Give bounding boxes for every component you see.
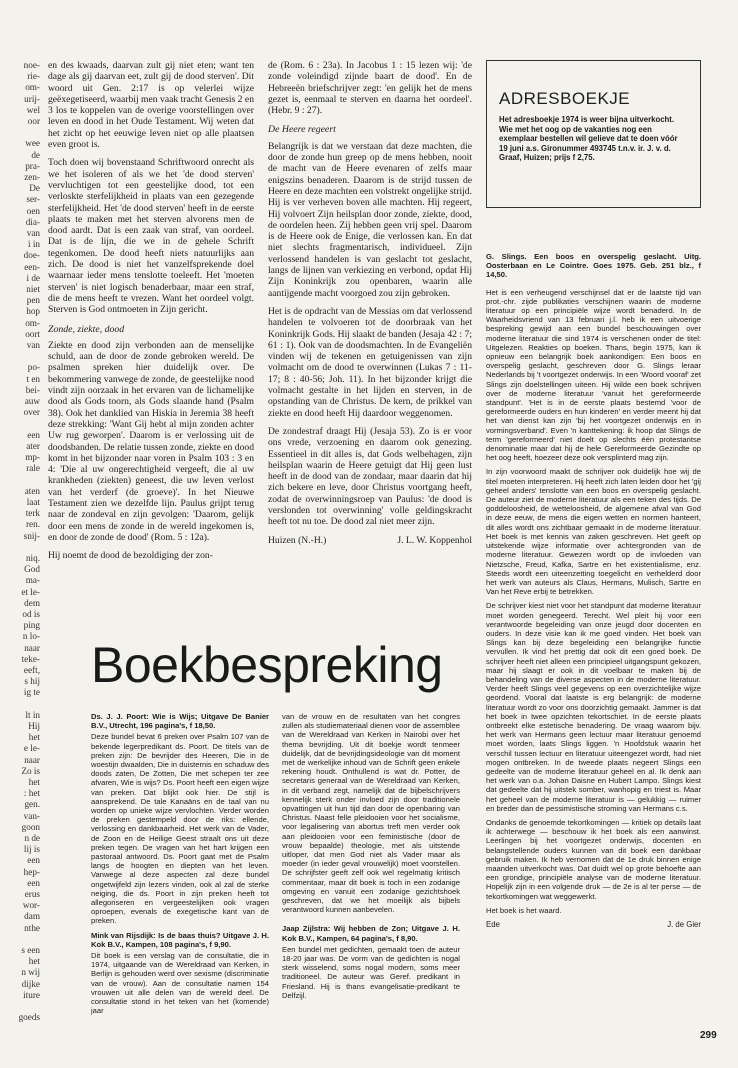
gutter-line: van — [26, 228, 40, 239]
signature-author: J. de Gier — [667, 920, 701, 930]
gutter-line: s een — [21, 945, 40, 956]
gutter-line: eeft, — [23, 664, 40, 675]
gutter-line: zen- — [24, 172, 40, 183]
gutter-line: noe- — [23, 60, 40, 70]
gutter-line: dam — [24, 911, 40, 922]
gutter-line: niq. — [25, 552, 40, 563]
review-text: Ondanks de genoemde tekortkomingen — kritiek op details laat ik achterwege — beschouw ik het boek als een aanwinst. Leerlingen bij het voortgezet onderwijs, docenten en belangstellende ouders kunnen van dit boek een dankbaar gebruik maken. Ik heb vernomen dat de 1e druk binnen enige maanden uitverkocht was. Dat duidt wel op grote behoefte aan een grondige, principiële analyse van de moderne literatuur. Hopelijk zijn in een volgende druk — de 2e is al ter perse — de tekortkomingen wat weggewerkt. — [486, 817, 701, 901]
review-heading: G. Slings. Een boos en overspelig geslacht. Uitg. Oosterbaan en Le Cointre. Goes 1975. Geb. 251 blz., f 14,50. — [486, 252, 701, 280]
gutter-line: het — [28, 732, 40, 743]
review-heading: Ds. J. J. Poort: Wie is Wijs; Uitgave De Banier B.V., Utrecht, 196 pagina's, f 18,50. — [91, 712, 269, 731]
gutter-line: et le- — [21, 586, 40, 597]
review-text: Deze bundel bevat 6 preken over Psalm 107 van de bekende legerpredikant ds. Poort. De titels van de preken zijn: De bevrijder des Heeren, Die in de woestijn dwaalden, Die in duisternis en schaduw des doods zaten, De Zotten, Die met schepen ter zee afvaren, Wie is wijs? Ds. Poort heeft een eigen wijze van preken. Dat blijkt ook hier. De stijl is aansprekend. De tale Kanaäns en de taal van nu worden op unieke wijze vervlochten. Verder worden de preken gestempeld door de riks: ellende, verlossing en dankbaarheid. Het werk van de Vader, de Zoon en de Heilige Geest straalt ons uit deze preken tegen. De vragen van het hart krijgen een pastoraal antwoord. Ds. Poort gaat met de Psalm langs de hoogten en diepten van het leven. Vanwege al deze aspecten zal deze bundel ongetwijfeld zijn lezers vinden, ook al zal de sterke neiging, die ds. Poort in zijn preken heeft tot allegoriseren en vergeestelijken ook vragen oproepen, evenals de exegetische kant van de preken. — [91, 732, 269, 926]
gutter-line — [0, 351, 40, 362]
gutter-line: n de — [24, 833, 40, 844]
subheading: De Heere regeert — [268, 124, 336, 136]
gutter-line: een — [27, 877, 40, 888]
gutter-line: t en — [26, 373, 40, 384]
gutter-line: laat — [26, 496, 40, 507]
gutter-line: urij- — [24, 93, 40, 104]
gutter-line: n lo- — [22, 631, 40, 642]
gutter-line — [0, 1001, 40, 1012]
gutter-line: dem — [24, 597, 40, 608]
gutter-line: : het — [23, 788, 40, 799]
gutter-line: hop — [26, 306, 40, 317]
gutter-line: e le- — [23, 743, 40, 754]
gutter-line — [0, 475, 40, 486]
gutter-line: God — [24, 564, 40, 575]
gutter-line: terk — [25, 508, 40, 519]
adresboekje-notice — [486, 60, 701, 208]
gutter-line: oor — [27, 116, 40, 127]
gutter-line: het — [28, 777, 40, 787]
gutter-line: ma- — [25, 575, 40, 586]
gutter-line: de — [31, 149, 40, 160]
gutter-line: teke- — [21, 653, 40, 664]
gutter-line: oen — [26, 205, 40, 216]
gutter-line: over — [23, 407, 40, 418]
gutter-line: De — [29, 183, 40, 194]
gutter-line: gen. — [24, 799, 40, 810]
gutter-line: naar — [24, 642, 40, 653]
gutter-line: oort — [25, 328, 40, 339]
review-text: Het is een verheugend verschijnsel dat er de laatste tijd van prot.-chr. zijde publikaties verschijnen waarin de moderne literatuur op een principiële wijze wordt benaderd. In de Waarheidsvriend van 13 februari j.l. heb ik een uitvoerige bespreking gewijd aan een bundel beschouwingen over moderne literatuur die sind 1974 is verschenen onder de titel: Uitgelezen. Reakties op boeken. Thans, begin 1975, kan ik opnieuw een belangrijk boek aankondigen: Een boos en overspelig geslacht, geschreven door G. Slings leraar Nederlands bij 't voortgezet onderwijs. In een 'Woord vooraf' zet Slings zijn doelstellingen uiteen. Hij wilde een boek schrijven over de moderne literatuur 'vanuit het gereformeerde standpunt'. 'Het is in de eerste plaats bestemd 'voor de gereformeerde ouders en hun kinderen' en verder meent hij dat het van dienst kan zijn 'bij het voortgezet onderwijs en in vormingsverband'. Even 'n kanttekening: ik hoop dat Slings de term 'gereformeerd' niet doelt op slechts één protestantse denominatie maar dat hij de hele Gereformeerde Gezindte op het oog heeft, hoezeer deze ook versplinterd mag zijn. — [486, 287, 701, 463]
review-column-left — [91, 712, 269, 1052]
gutter-line: po- — [27, 362, 40, 373]
gutter-line: ater — [26, 440, 40, 451]
notice-text: Het adresboekje 1974 is weer bijna uitverkocht. Wie met het oog op de vakanties nog een exemplaar bestellen wil gelieve dat te doen vóór 19 juni a.s. Gironummer 493745 t.n.v. ir. J. v. d. Graaf, Huizen; prijs f 2,75. — [499, 115, 678, 163]
gutter-line: naar — [24, 754, 40, 765]
gutter-line: lt in — [25, 709, 40, 720]
gutter-line: dijke — [21, 978, 40, 989]
gutter-line: het — [28, 956, 40, 967]
review-signature — [486, 920, 701, 929]
gutter-line: ser- — [26, 194, 40, 205]
signature-place: Huizen (N.-H.) — [268, 534, 327, 546]
gutter-line: snij- — [23, 530, 40, 541]
paragraph: en des kwaads, daarvan zult gij niet eten; want ten dage als gij daarvan eet, zult gij de dood sterven'. Dit woord uit Gen. 2:17 is op velerlei wijze geëxegetiseerd, waarbij men vaak tracht Genesis 2 en 3 los te koppelen van de overige voorstellingen over leven en dood in het Oude Testament. Wij weten dat het zicht op het eeuwige leven niet op alle plaatsen even groot is. — [48, 60, 254, 151]
review-text: van de vrouw en de resultaten van het congres zullen als studiemateriaal dienen voor de assemblee van de Wereldraad van Kerken in Nairobi over het thema bevrijding. Uit dit boekje wordt tenmeer duidelijk, dat de bevrijdingsideologie van dit moment met de werkelijke inhoud van de Schrift geen enkele rekening houdt. Onthullend is wat dr. Potter, de secretaris generaal van de Wereldraad van Kerken, in dit verband zegt, namelijk dat de bijbelschrijvers kennelijk sterk onder invloed zijn door traditionele opvattingen uit hun tijd dan door de openbaring van Christus. Naast felle pleidooien voor het socialisme, voor legalisering van abortus treft men verder ook aan pleidooien voor een feministische (door de vrouw bepaalde) theologie, met als uitstende uitloper, dat men God niet als Vader maar als moeder (in ieder geval vrouwelijk) moet voorstellen. De schrijfster geeft zelf ook wel regelmatig kritisch commentaar, maar dit boek is toch in een zodanige omgeving en vanuit een zodanige gezichtshoek geschreven, dat we het moeilijk als bijbels verantwoord kunnen aanbevelen. — [282, 712, 460, 915]
gutter-line: goeds — [18, 1012, 40, 1023]
gutter-line: auw — [24, 396, 40, 407]
article-column-2 — [268, 60, 472, 625]
gutter-line: bei- — [25, 384, 40, 395]
gutter-line: mp- — [25, 452, 40, 463]
review-text: De schrijver kiest niet voor het standpunt dat moderne literatuur moet worden genegeerd. Terecht. Wel pleit hij voor een verantwoorde begeleiding van onze jeugd door docenten en ouders. In deze visie kan ik me goed vinden. Het boek van Slings kan bij deze begeleiding een belangrijke functie vervullen. Ik vind het prettig dat ook dit een goed boek. De schrijver heeft niet alleen een principieel uitgangspunt gekozen, maar hij slaagt er ook in dit voelbaar te maken bij de behandeling van de diverse aspecten in de moderne literatuur. Verder heeft Slings veel gegevens op een overzichtelijke wijze geordend. Vooral dat laatste is erg belangrijk: de moderne literatuur wordt zo voor ons doorzichtig gemaakt. Jammer is dat het boek in twee opzichten tekortschiet. In de eerste plaats ontbreekt elke estetische benadering. De vraag waarom bijv. het werk van Hermans geen lectuur maar literatuur genoemd moet worden, laats Slings liggen. 'n Hoofdstuk waarin het verschil tussen lectuur en literatuur uiteengezet wordt, had niet mogen ontbreken. In de tweede plaats negeert Slings een gedeelte van de moderne literatuur geheel en al. Ik denk aan het werk van o.a. Johan Daisne en Hubert Lampo. Slings kiest dat gedeelte dat hij uitstek somber, wanhopig en triest is. Maar het geheel van de moderne literatuur is — gelukkig — ruimer en breder dan de pessimistische stroming van Hermans c.s. — [486, 601, 701, 813]
gutter-line: wor- — [22, 900, 40, 911]
gutter-line: pen — [26, 295, 40, 306]
subheading: Zonde, ziekte, dood — [48, 323, 125, 335]
gutter-line: nthe — [24, 922, 40, 933]
gutter-line: Zo is — [21, 765, 40, 776]
gutter-line: aten — [24, 485, 40, 496]
review-column-right — [486, 252, 701, 1024]
review-text: Het boek is het waard. — [486, 905, 562, 915]
paragraph: de (Rom. 6 : 23a). In Jacobus 1 : 15 lezen wij: 'de zonde voleindigd zijnde baart de dood'. En de Hebreeën briefschrijver zegt: 'en gelijk het de mens gezet is, eenmaal te sterven en daarna het oordeel'. (Hebr. 9 : 27). — [268, 60, 472, 117]
gutter-line: een — [27, 855, 40, 866]
gutter-line: Hij — [28, 720, 40, 731]
gutter-line: om- — [25, 317, 40, 328]
gutter-line: iture — [23, 989, 40, 1000]
review-text: Dit boek is een verslag van de consultatie, die in 1974, uitgaande van de Wereldraad van Kerken, in Berlijn is gehouden werd over sexisme (discriminatie van de vrouw). Aan de consultatie namen 154 vrouwen uit alle delen van de wereld deel. De consultatie stond in het teken van het (komende) jaar — [91, 951, 269, 1016]
paragraph: Ziekte en dood zijn verbonden aan de menselijke schuld, aan de door de zonde gebroken wereld. De psalmen spreken hier duidelijk over. De bekommering vanwege de zonde, de geestelijke nood vindt zijn oorzaak in het ervaren van de lichamelijke dood als Gods toorn, als Gods slaande hand (Psalm 38). Ook het danklied van Hiskia in Jeremia 38 heeft deze strekking: 'Want Gij hebt al mijn zonden achter Uw rug geworpen'. Daarom is er verlossing uit de doodsbanden. De relatie tussen zonde, ziekte en dood komt in het bijzonder naar voren in Psalm 103 : 3 en 4: 'Die al uw ongerechtigheid vergeeft, die al uw krankheden (ziekten) geneest, die uw leven verlost van het verderf (de groeve)'. In het Nieuwe Testament zien we dezelfde lijn. Paulus grijpt terug naar de zondeval en zijn gevolgen: 'Daarom, gelijk door een mens de zonde in de wereld ingekomen is, en door de zonde de dood' (Rom. 5 : 12a). — [48, 339, 254, 543]
gutter-line: hep- — [23, 866, 40, 877]
gutter-line: ping — [23, 620, 40, 631]
left-gutter-text — [0, 60, 40, 1023]
gutter-line: s hij — [24, 676, 40, 687]
gutter-line: om- — [25, 82, 40, 93]
review-text: In zijn voorwoord maakt de schrijver ook duidelijk hoe wij de titel moeten interpreteren. Hij heeft zich laten leiden door het 'gij geheel anders' tenslotte van een boos en overspelig geslacht. De auteur ziet de moderne literatuur als een teken des tijds. De goddeloosheid, de wetteloosheid, de algemene afval van God in deze eeuw, de mens die eigen wetten en normen hanteert, dit alles wordt ons zichtbaar gemaakt in de moderne literatuur. Het boek is met kennis van zaken geschreven. Het geeft op uitstekende wijze informatie over achtergronden van de moderne literatuur. Gewezen wordt op de invloeden van Nietzsche, Freud, Kafka, Sartre en het existentialisme, enz. Steeds wordt een uiteenzetting toegelicht en verhelderd door het werk van auteurs als Claus, Hermans, Mulisch, Sartre en Van het Reve erbij te betrekken. — [486, 467, 701, 597]
paragraph: Het is de opdracht van de Messias om dat verlossend handelen te volvoeren tot de doorbraak van het Koninkrijk Gods. Hij slaakt de banden (Jesaja 42 : 7; 61 : 1). Ook van de doodsmachten. In de Evangeliën vinden wij de tekenen en getuigenissen van zijn volmacht om de dood te overwinnen (Lukas 7 : 11-17; 8 : 40-56; Joh. 11). In het bijzonder krijgt die volmacht gestalte in het lijden en sterven, in de opstanding van de Christus. De kern, de prikkel van ziekte en dood heeft Hij daardoor weggenomen. — [268, 305, 472, 419]
gutter-line: goon — [21, 821, 40, 832]
gutter-line: een — [27, 429, 40, 440]
gutter-line: n wij — [21, 967, 40, 978]
gutter-line: rale — [26, 463, 40, 474]
gutter-line — [0, 419, 40, 430]
signature-place: Ede — [486, 920, 500, 930]
gutter-line: van- — [23, 810, 40, 821]
gutter-line — [0, 542, 40, 553]
gutter-line: pra- — [25, 160, 40, 171]
paragraph: Hij noemt de dood de bezoldiging der zon- — [48, 550, 213, 562]
gutter-line: ig te — [23, 687, 40, 698]
paragraph: De zondestraf draagt Hij (Jesaja 53). Zo is er voor ons vrede, verzoening en daarom ook genezing. Essentieel in dit alles is, dat Gods welbehagen, zijn heilsplan waarin de Heere getuigt dat Hij geen lust heeft in de dood van de zondaar, maar daarin dat hij zich bekere en leve, door Christus voortgang heeft, zodat de overwinningsroep van Paulus: 'de dood is verslonden tot overwinning' volle geldingskracht heeft tot nu toe. De dood zal niet meer zijn. — [268, 425, 472, 528]
gutter-line: i de — [26, 272, 40, 283]
article-column-1 — [48, 60, 254, 625]
gutter-line — [0, 699, 40, 710]
notice-title: ADRESBOEKJE — [499, 89, 631, 108]
review-text: Een bundel met gedichten, gemaakt toen de auteur 18-20 jaar was. De vorm van de gedichten is nogal sterk wisselend, soms nogal modern, soms meer traditioneel. De auteur was Geref. predikant in Friesland. Hij is thans evangelisatie-predikant te Delfzijl. — [282, 944, 460, 1000]
gutter-line: van — [26, 340, 40, 351]
page-number: 299 — [700, 1030, 717, 1041]
gutter-line: lij is — [23, 844, 40, 855]
gutter-line — [0, 934, 40, 945]
gutter-line — [0, 127, 40, 138]
signature-author: J. L. W. Koppenhol — [397, 534, 472, 546]
gutter-line: ren. — [25, 519, 40, 530]
gutter-line: dia- — [25, 216, 40, 227]
paragraph: Toch doen wij bovenstaand Schriftwoord onrecht als we het isoleren of als we het 'de dood sterven' vervluchtigen tot een geestelijke dood, tot een verloskte sterfelijkheid in plaats van een gezegende sterfelijkheid. Het 'de dood sterven' heeft in de eerste plaats te maken met het sterven alvorens men de dood aardt. Dat is een zaak van straf, van oordeel. Dat is de lijn, die we in de gehele Schrift tegenkomen. De dood heeft niets natuurlijks aan zich. De dood is niet het vanzelfsprekende doel waarnaar ieder mens tenslotte toeleeft. Het 'moeten sterven' is niet logisch benaderbaar, maar een straf, die de mens heeft te vrezen. Want het oordeel volgt. Sterven is God ontmoeten in Zijn gericht. — [48, 157, 254, 316]
gutter-line: niet — [26, 284, 40, 295]
gutter-line: i in — [28, 239, 40, 250]
review-heading: Mink van Rijsdijk: Is de baas thuis? Uitgave J. H. Kok B.V., Kampen, 108 pagina's, f 9,90. — [91, 930, 269, 949]
paragraph: Belangrijk is dat we verstaan dat deze machten, die door de zonde hun greep op de mens hebben, nooit de macht van de Heere evenaren of zelfs maar enigszins benaderen. Daarom is de strijd tussen de Heere en deze machten een volstrekt ongelijke strijd. Hij is ver verheven boven alle machten. Hij regeert, Hij volvoert Zijn heilsplan door zonde, ziekte, dood, de oordelen heen. Zij hebben geen vrij spel. Daarom is de Heere ook de Enige, die verlossen kan. En dat niet slechts fragmentarisch, individueel. Zijn verlossend handelen is van geslacht tot geslacht, langs de lijnen van verkiezing en verbond, opdat Hij Zijn Koninkrijk zou openbaren, waarin alle aantijgende macht voorgoed zou zijn gebroken. — [268, 140, 472, 299]
review-heading: Jaap Zijlstra: Wij hebben de Zon; Uitgave J. H. Kok B.V., Kampen, 64 pagina's, f 8,90. — [282, 924, 460, 943]
gutter-line: wel — [26, 104, 40, 115]
gutter-line: doe- — [23, 250, 40, 261]
gutter-line: erus — [24, 889, 40, 900]
gutter-line: wee — [25, 138, 40, 149]
article-signature — [268, 535, 472, 546]
gutter-line: een- — [24, 261, 40, 272]
section-title: Boekbespreking — [91, 637, 443, 693]
gutter-line: rie- — [27, 71, 40, 82]
gutter-line: od is — [22, 608, 40, 619]
review-column-middle — [282, 712, 460, 1052]
